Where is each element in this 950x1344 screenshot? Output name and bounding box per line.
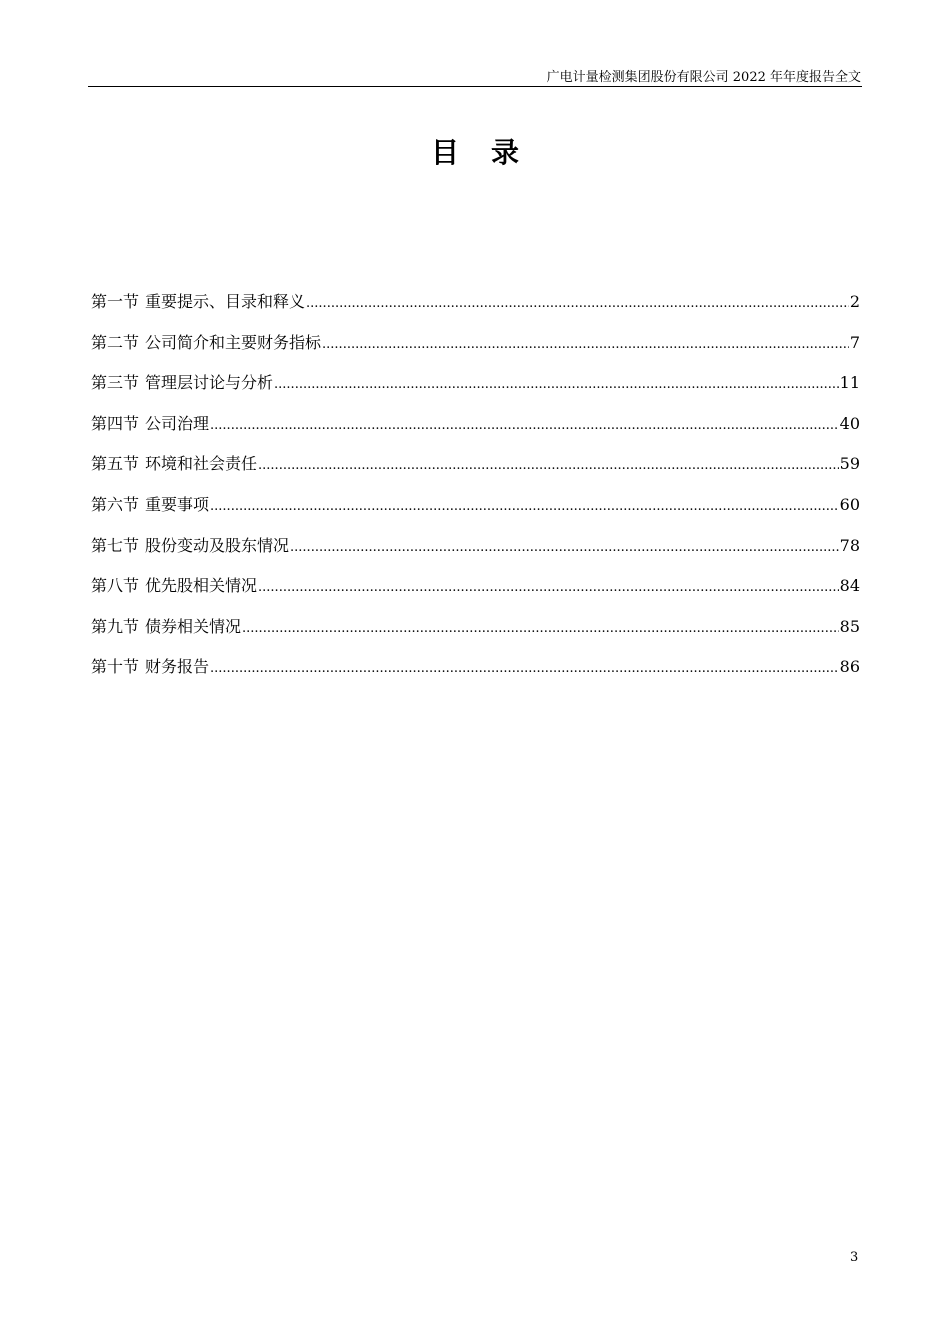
toc-label: 重要提示、目录和释义 xyxy=(145,292,306,311)
toc-page: 59 xyxy=(839,454,860,474)
toc-entry-4[interactable] xyxy=(91,412,860,453)
toc-page: 40 xyxy=(839,413,860,433)
page-header xyxy=(88,62,862,87)
toc-section: 第七节 xyxy=(91,535,140,555)
toc-section: 第九节 xyxy=(91,616,140,636)
toc-leader-dots xyxy=(274,373,839,397)
toc-section: 第三节 xyxy=(91,373,140,393)
toc-page: 2 xyxy=(849,292,860,311)
table-of-contents xyxy=(91,290,860,696)
toc-leader-dots xyxy=(258,576,839,600)
toc-leader-dots xyxy=(210,657,839,681)
toc-section: 第一节 xyxy=(91,292,140,311)
toc-section: 第六节 xyxy=(91,494,140,514)
toc-section: 第五节 xyxy=(91,454,140,474)
toc-label: 股份变动及股东情况 xyxy=(145,535,290,555)
toc-page: 86 xyxy=(839,657,860,677)
toc-leader-dots xyxy=(290,536,839,560)
title-char-1: 目 xyxy=(430,136,459,169)
toc-entry-1[interactable] xyxy=(91,290,860,331)
toc-label: 公司简介和主要财务指标 xyxy=(145,332,322,352)
page-number: 3 xyxy=(850,1250,859,1265)
toc-page: 11 xyxy=(839,373,860,393)
toc-page: 78 xyxy=(839,535,860,555)
toc-label: 债券相关情况 xyxy=(145,616,242,636)
toc-section: 第二节 xyxy=(91,332,140,352)
toc-page: 60 xyxy=(839,494,860,514)
toc-leader-dots xyxy=(242,617,839,641)
toc-entry-9[interactable] xyxy=(91,615,860,656)
header-text: 广电计量检测集团股份有限公司 2022 年年度报告全文 xyxy=(546,70,861,85)
toc-leader-dots xyxy=(210,414,839,438)
toc-label: 环境和社会责任 xyxy=(145,454,258,474)
toc-entry-7[interactable] xyxy=(91,534,860,575)
page-title xyxy=(0,131,950,171)
toc-page: 84 xyxy=(839,576,860,596)
toc-label: 公司治理 xyxy=(145,413,210,433)
toc-label: 财务报告 xyxy=(145,657,210,677)
toc-entry-5[interactable] xyxy=(91,452,860,493)
toc-section: 第四节 xyxy=(91,413,140,433)
toc-label: 管理层讨论与分析 xyxy=(145,373,274,393)
toc-label: 优先股相关情况 xyxy=(145,576,258,596)
title-char-2: 录 xyxy=(491,136,520,169)
toc-entry-8[interactable] xyxy=(91,574,860,615)
toc-entry-3[interactable] xyxy=(91,371,860,412)
toc-entry-10[interactable] xyxy=(91,655,860,696)
toc-leader-dots xyxy=(306,292,849,316)
toc-leader-dots xyxy=(258,454,839,478)
toc-leader-dots xyxy=(322,333,849,357)
toc-label: 重要事项 xyxy=(145,494,210,514)
toc-entry-6[interactable] xyxy=(91,493,860,534)
toc-leader-dots xyxy=(210,495,839,519)
toc-page: 7 xyxy=(849,332,860,352)
toc-page: 85 xyxy=(839,616,860,636)
toc-entry-2[interactable] xyxy=(91,331,860,372)
toc-section: 第八节 xyxy=(91,576,140,596)
toc-section: 第十节 xyxy=(91,657,140,677)
